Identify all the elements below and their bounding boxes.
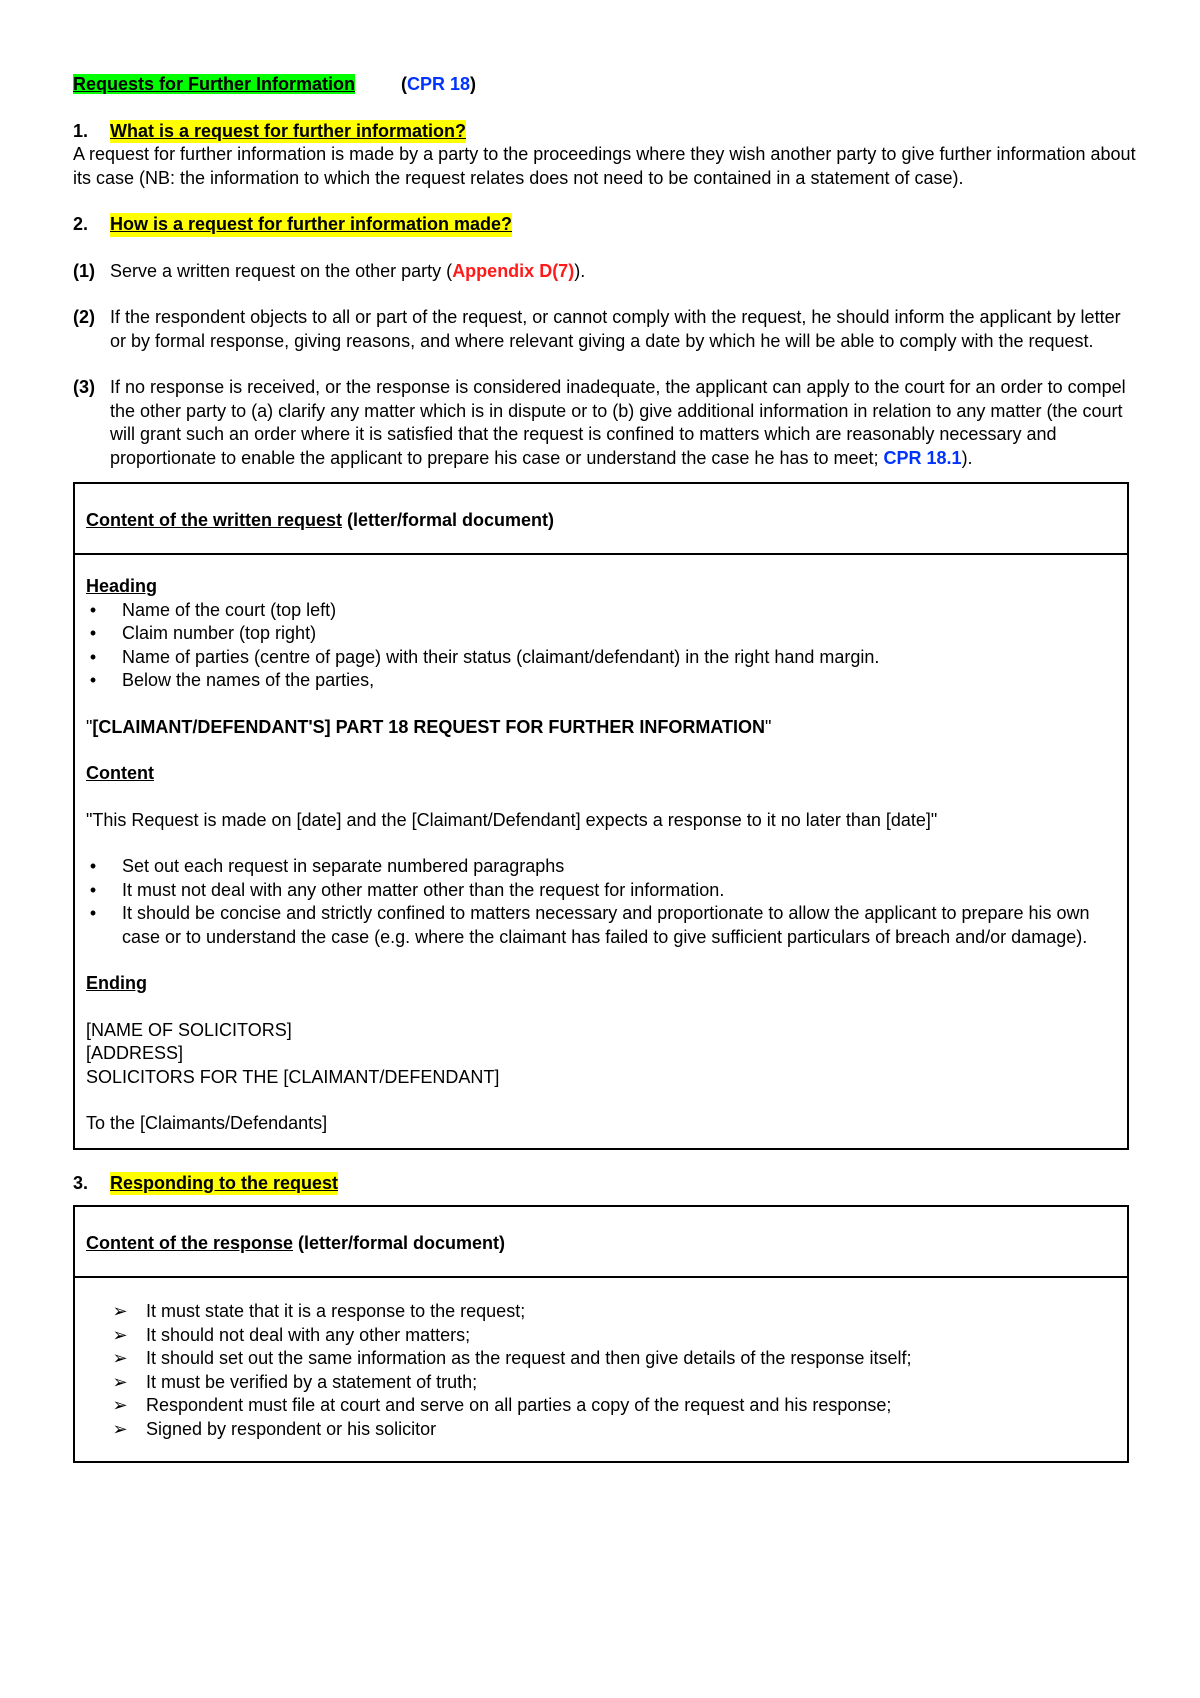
bullet-dot-icon: • bbox=[89, 670, 97, 690]
list-item bbox=[86, 669, 1116, 693]
list-item bbox=[86, 599, 1116, 623]
section-2-heading bbox=[73, 213, 1133, 237]
quote-open: " bbox=[86, 716, 93, 737]
step-1 bbox=[73, 260, 1133, 284]
written-request-box-body bbox=[75, 555, 1127, 1148]
arrow-bullet-icon: ➢ bbox=[112, 1324, 128, 1345]
response-box-header bbox=[75, 1207, 1127, 1278]
arrow-bullet-icon: ➢ bbox=[112, 1371, 128, 1392]
section-1-heading bbox=[73, 120, 1133, 144]
section-3-heading bbox=[73, 1172, 1133, 1196]
list-item-text: Name of the court (top left) bbox=[122, 599, 337, 620]
bullet-dot-icon: • bbox=[89, 599, 97, 620]
arrow-bullet-icon: ➢ bbox=[112, 1348, 128, 1368]
step-2 bbox=[73, 306, 1133, 353]
list-item-text: Claim number (top right) bbox=[122, 623, 317, 643]
list-item-text: Below the names of the parties, bbox=[122, 670, 375, 690]
written-request-box-header bbox=[75, 484, 1127, 555]
bullet-dot-icon: • bbox=[89, 623, 97, 643]
content-list bbox=[86, 855, 1116, 949]
bullet-dot-icon: • bbox=[89, 903, 97, 923]
arrow-bullet-icon: ➢ bbox=[112, 1301, 128, 1321]
bullet-dot-icon: • bbox=[89, 856, 97, 876]
list-item bbox=[86, 1347, 1116, 1371]
title-cpr-close: ) bbox=[470, 74, 477, 94]
written-request-box bbox=[73, 482, 1129, 1150]
to-line: To the [Claimants/Defendants] bbox=[86, 1113, 328, 1133]
list-item bbox=[86, 855, 1116, 879]
response-box-subtitle: (letter/formal document) bbox=[293, 1233, 506, 1253]
list-item-text: It should set out the same information as the request and then give details of the response itself; bbox=[146, 1348, 912, 1368]
arrow-bullet-icon: ➢ bbox=[112, 1395, 128, 1415]
list-item-text: Signed by respondent or his solicitor bbox=[146, 1418, 437, 1439]
list-item bbox=[86, 1418, 1116, 1442]
section-1-body: A request for further information is made by a party to the proceedings where they wish another party to give further information about its case (NB: the information to which the request relates does not need to be contained in a statement of case). bbox=[73, 144, 1136, 188]
content-label: Content bbox=[86, 763, 154, 783]
list-item-text: Set out each request in separate numbered paragraphs bbox=[122, 856, 565, 876]
document-title: Requests for Further Information bbox=[73, 74, 356, 94]
document-title-line bbox=[73, 73, 1133, 97]
list-item bbox=[86, 1371, 1116, 1395]
step-1-text bbox=[110, 260, 1133, 284]
title-cpr-open: ( bbox=[401, 74, 408, 94]
list-item-text: It must state that it is a response to the request; bbox=[146, 1301, 526, 1321]
list-item-text: It should not deal with any other matters; bbox=[146, 1324, 471, 1345]
list-item-text: It should be concise and strictly confined to matters necessary and proportionate to allow the applicant to prepare his own case or to understand the case (e.g. where the claimant has failed to give sufficient particulars of breach and/or damage). bbox=[122, 903, 1090, 947]
response-box-body bbox=[75, 1278, 1127, 1461]
response-list bbox=[86, 1300, 1116, 1441]
list-item bbox=[86, 902, 1116, 949]
section-3-title: Responding to the request bbox=[110, 1172, 338, 1196]
step-3-text bbox=[110, 376, 1133, 470]
step-1-number: (1) bbox=[73, 260, 95, 281]
section-1-number: 1. bbox=[73, 120, 89, 141]
list-item bbox=[86, 1324, 1116, 1348]
request-title-text: [CLAIMANT/DEFENDANT'S] PART 18 REQUEST FOR FURTHER INFORMATION bbox=[92, 716, 765, 737]
step-3-text-after: ). bbox=[961, 447, 973, 468]
cpr-18-1-reference: CPR 18.1 bbox=[883, 447, 962, 468]
step-1-text-after: ). bbox=[574, 260, 586, 281]
arrow-bullet-icon: ➢ bbox=[112, 1418, 128, 1439]
section-3-number: 3. bbox=[73, 1172, 89, 1193]
list-item-text: Respondent must file at court and serve on all parties a copy of the request and his response; bbox=[146, 1395, 892, 1415]
appendix-reference: Appendix D(7) bbox=[452, 260, 575, 281]
request-title-quote bbox=[86, 716, 1116, 740]
list-item-text: It must not deal with any other matter other than the request for information. bbox=[122, 879, 725, 900]
heading-list bbox=[86, 599, 1116, 693]
list-item bbox=[86, 1394, 1116, 1418]
quote-close: " bbox=[764, 716, 772, 737]
step-3-number: (3) bbox=[73, 377, 95, 397]
written-request-box-subtitle: (letter/formal document) bbox=[342, 510, 555, 530]
bullet-dot-icon: • bbox=[89, 879, 97, 900]
step-3-text-before: If no response is received, or the response is considered inadequate, the applicant can apply to the court for an order to compel the other party to (a) clarify any matter which is in dispute or to (b) give additional information in relation to any matter (the court will grant such an order where it is satisfied that the request is confined to matters which are reasonably necessary and proportionate to enable the applicant to prepare his case or understand the case he has to meet; bbox=[110, 377, 1126, 468]
list-item bbox=[86, 622, 1116, 646]
ending-line: [NAME OF SOLICITORS] bbox=[86, 1019, 292, 1040]
section-2-number: 2. bbox=[73, 214, 89, 234]
ending-label: Ending bbox=[86, 973, 147, 993]
step-3 bbox=[73, 376, 1133, 470]
section-2-title: How is a request for further information made? bbox=[110, 213, 512, 237]
list-item bbox=[86, 879, 1116, 903]
list-item-text: It must be verified by a statement of truth; bbox=[146, 1371, 478, 1392]
list-item-text: Name of parties (centre of page) with their status (claimant/defendant) in the right hand margin. bbox=[122, 646, 880, 667]
title-cpr-ref: CPR 18 bbox=[407, 74, 471, 94]
section-1-title: What is a request for further information? bbox=[110, 120, 466, 144]
ending-line: [ADDRESS] bbox=[86, 1043, 184, 1063]
written-request-box-title: Content of the written request bbox=[86, 510, 342, 530]
bullet-dot-icon: • bbox=[89, 646, 97, 667]
list-item bbox=[86, 646, 1116, 670]
ending-line: SOLICITORS FOR THE [CLAIMANT/DEFENDANT] bbox=[86, 1066, 500, 1087]
content-quote: "This Request is made on [date] and the [Claimant/Defendant] expects a response to it no later than [date]" bbox=[86, 809, 938, 830]
step-2-text: If the respondent objects to all or part of the request, or cannot comply with the request, he should inform the applicant by letter or by formal response, giving reasons, and where relevant giving a date by which he will be able to comply with the request. bbox=[110, 307, 1121, 351]
step-1-text-before: Serve a written request on the other party ( bbox=[110, 260, 453, 281]
heading-label: Heading bbox=[86, 576, 158, 596]
response-box-title: Content of the response bbox=[86, 1233, 294, 1253]
list-item bbox=[86, 1300, 1116, 1324]
document-page bbox=[73, 73, 1136, 1463]
step-2-number: (2) bbox=[73, 307, 95, 327]
response-box bbox=[73, 1205, 1129, 1463]
